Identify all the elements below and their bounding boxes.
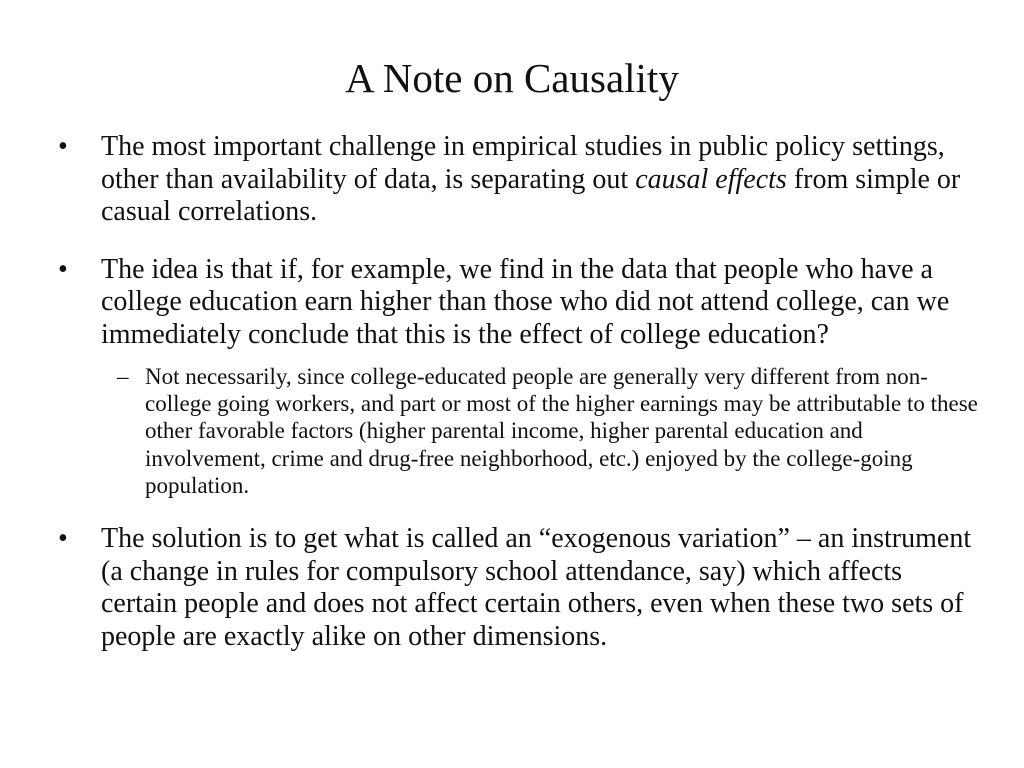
bullet-text: The idea is that if, for example, we find in the data that people who have a college education earn higher than those who did not attend college, can we immediately conclude that this is the effect of college education? — [101, 253, 950, 350]
sub-bullet-marker: – — [117, 364, 129, 389]
bullet-item-1 — [58, 131, 978, 229]
bullet-marker: • — [58, 253, 68, 285]
bullet-text: The solution is to get what is called an “exogenous variation” – an instrument (a change in rules for compulsory school attendance, say) which affects certain people and does not affect certain others, even when these two sets of people are exactly alike on other dimensions. — [101, 523, 972, 652]
bullet-item-2 — [58, 254, 978, 352]
bullet-marker: • — [58, 523, 68, 555]
bullet-item-3 — [58, 523, 978, 653]
bullet-emphasis: causal effects — [635, 163, 787, 195]
sub-bullet-item — [58, 363, 978, 499]
bullet-text-part: The most important challenge in empirical studies in public policy settings, other than availability of data, is separating out — [101, 131, 945, 195]
bullet-text-part: from simple or casual correlations. — [101, 163, 961, 227]
slide-content — [58, 131, 978, 653]
bullet-marker: • — [58, 131, 68, 162]
sub-bullet-text: Not necessarily, since college-educated people are generally very different from non-college going workers, and part or most of the higher earnings may be attributable to these other favorable factors (higher parental income, higher parental education and involvement, crime and drug-free neighborhood, etc.) enjoyed by the college-going population. — [145, 364, 978, 498]
slide-title: A Note on Causality — [345, 55, 679, 101]
